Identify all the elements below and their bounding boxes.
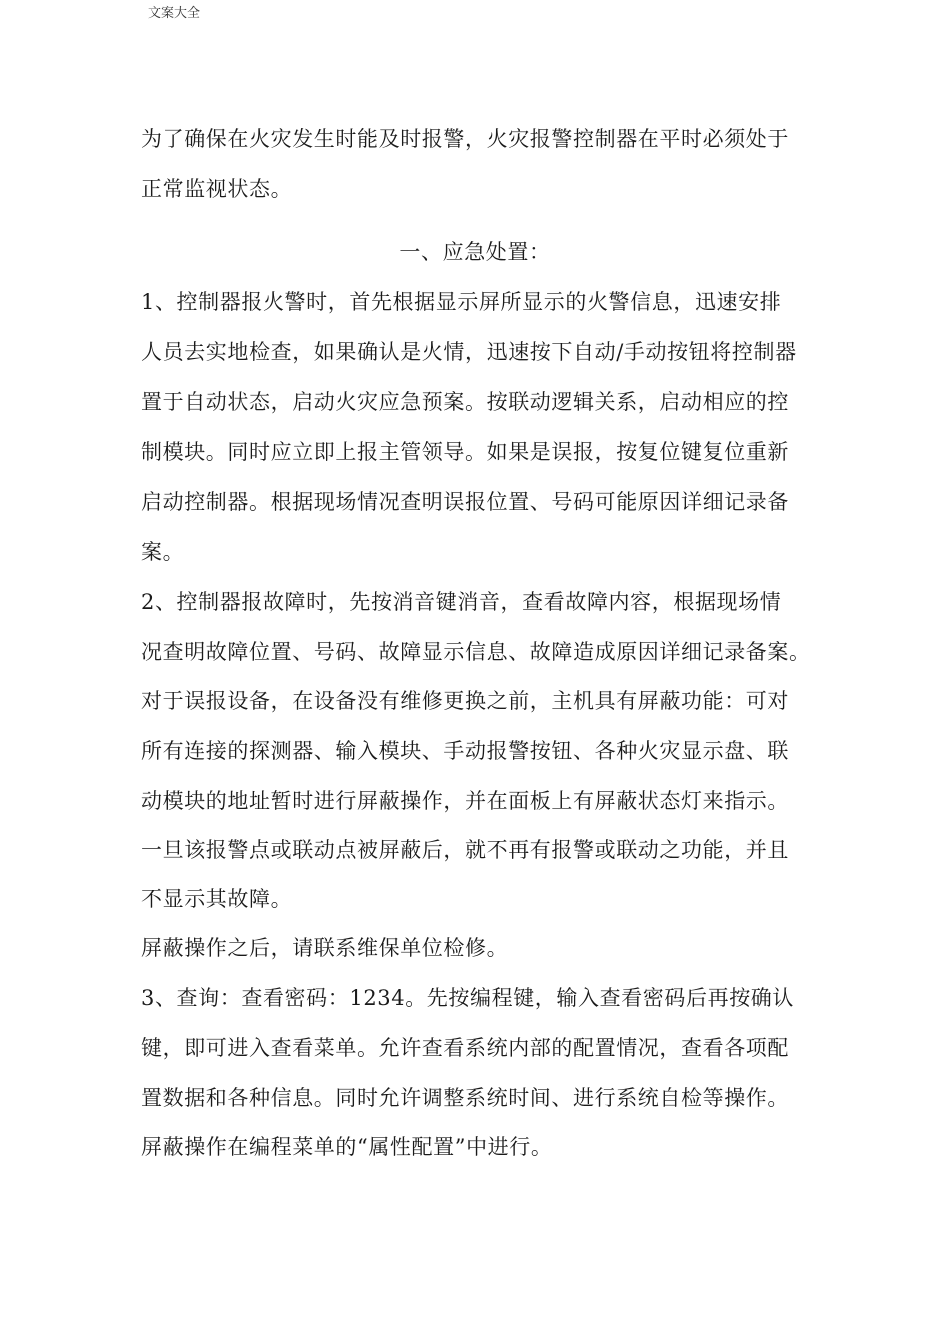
item1-line-4: 制模块。同时应立即上报主管领导。如果是误报，按复位键复位重新 <box>141 440 789 464</box>
item2-line-1: 2、控制器报故障时，先按消音键消音，查看故障内容，根据现场情 <box>141 590 782 614</box>
item2-line-6: 一旦该报警点或联动点被屏蔽后，就不再有报警或联动之功能，并且 <box>141 838 789 862</box>
item2-line-7: 不显示其故障。 <box>141 887 293 911</box>
item1-line-2: 人员去实地检查，如果确认是火情，迅速按下自动/手动按钮将控制器 <box>141 340 797 364</box>
item3-line-4: 屏蔽操作在编程菜单的“属性配置”中进行。 <box>141 1135 553 1159</box>
item2-line-5: 动模块的地址暂时进行屏蔽操作，并在面板上有屏蔽状态灯来指示。 <box>141 789 789 813</box>
item1-line-6: 案。 <box>141 540 185 564</box>
header-mark: 文案大全 <box>148 6 201 21</box>
item1-line-3: 置于自动状态，启动火灾应急预案。按联动逻辑关系，启动相应的控 <box>141 390 789 414</box>
item3-line-3: 置数据和各种信息。同时允许调整系统时间、进行系统自检等操作。 <box>141 1086 789 1110</box>
intro-line-2: 正常监视状态。 <box>141 177 293 201</box>
item2-line-2: 况查明故障位置、号码、故障显示信息、故障造成原因详细记录备案。 <box>141 640 811 664</box>
item3-line-2: 键，即可进入查看菜单。允许查看系统内部的配置情况，查看各项配 <box>141 1036 789 1060</box>
item2-line-8: 屏蔽操作之后，请联系维保单位检修。 <box>141 936 509 960</box>
item2-line-4: 所有连接的探测器、输入模块、手动报警按钮、各种火灾显示盘、联 <box>141 739 789 763</box>
item2-line-3: 对于误报设备，在设备没有维修更换之前，主机具有屏蔽功能：可对 <box>141 689 789 713</box>
intro-line-1: 为了确保在火灾发生时能及时报警，火灾报警控制器在平时必须处于 <box>141 127 789 151</box>
section-title: 一、应急处置： <box>399 240 551 264</box>
item1-line-5: 启动控制器。根据现场情况查明误报位置、号码可能原因详细记录备 <box>141 490 789 514</box>
item3-line-1: 3、查询：查看密码：1234。先按编程键，输入查看密码后再按确认 <box>141 986 795 1010</box>
item1-line-1: 1、控制器报火警时，首先根据显示屏所显示的火警信息，迅速安排 <box>141 290 782 314</box>
